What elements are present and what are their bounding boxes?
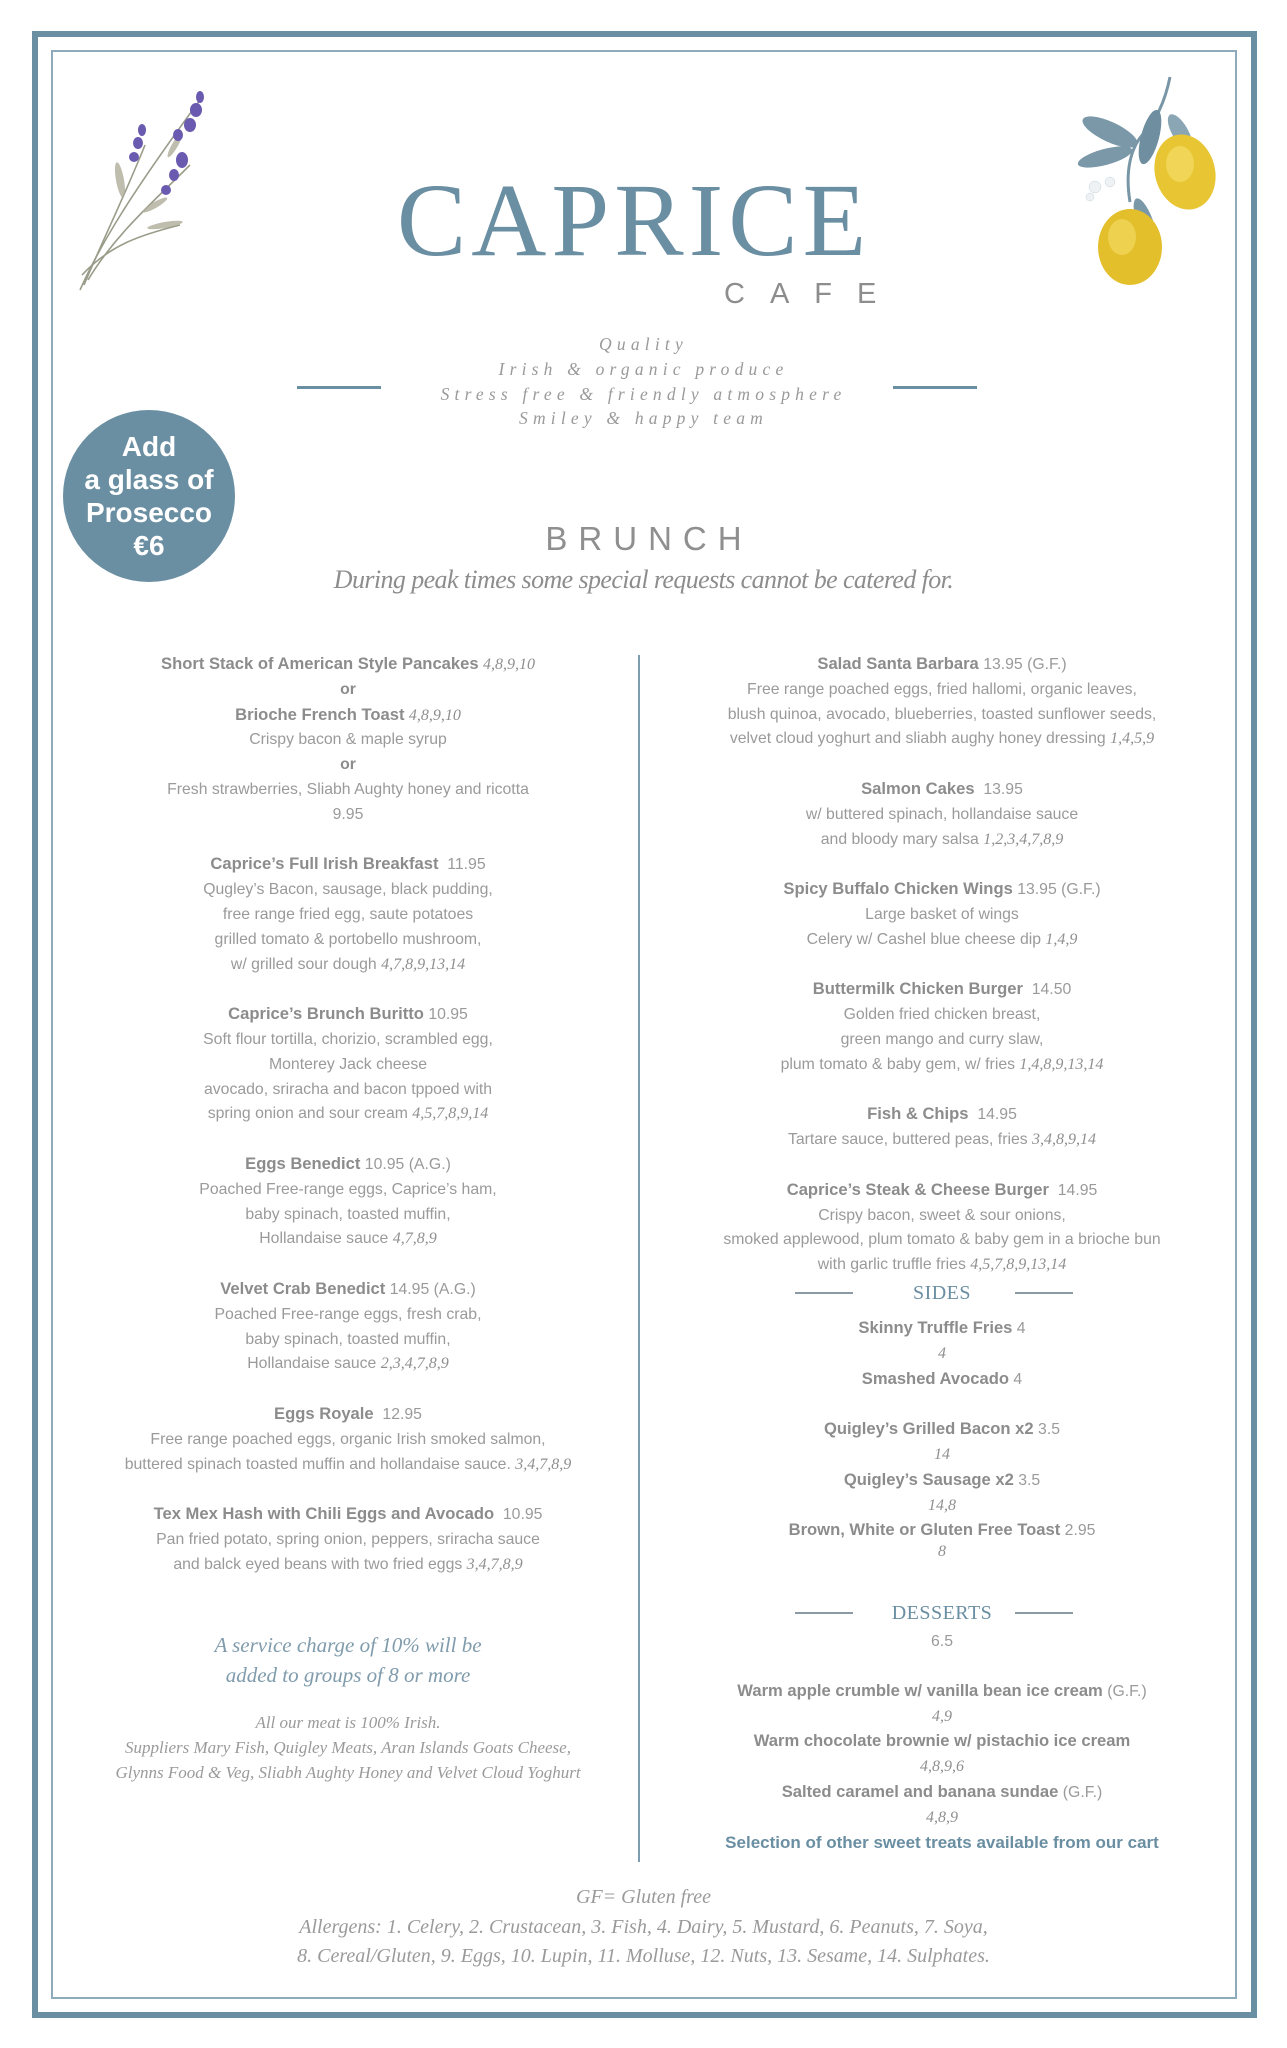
dessert-allergens: 4,8,9 <box>926 1808 958 1826</box>
item-desc: w/ grilled sour dough <box>230 955 377 973</box>
brand-name: CAPRICE <box>396 163 872 278</box>
item-allergens: 3,4,7,8,9 <box>515 1455 572 1473</box>
item-desc: Hollandaise sauce <box>259 1230 389 1248</box>
item-allergens: 3,4,8,9,14 <box>1032 1131 1097 1149</box>
item-desc: and bloody mary salsa <box>820 830 979 848</box>
item-allergens: 4,8,9,10 <box>408 706 461 724</box>
allergen-footer <box>0 1883 1287 1972</box>
item-name: Brioche French Toast <box>235 704 405 724</box>
side-spacer <box>662 1392 1222 1417</box>
item-name: Buttermilk Chicken Burger <box>812 979 1023 999</box>
allergens-line: 8. Cereal/Gluten, 9. Eggs, 10. Lupin, 11. Molluse, 12. Nuts, 13. Sesame, 14. Sulphates. <box>297 1945 990 1967</box>
heading-rule-left <box>795 1612 853 1614</box>
item-name: Caprice’s Brunch Buritto <box>228 1004 424 1024</box>
lemons-illustration-icon <box>1070 72 1220 287</box>
side-name: Smashed Avocado <box>861 1368 1010 1388</box>
item-desc: Golden fried chicken breast, <box>843 1006 1041 1024</box>
desserts-price: 6.5 <box>931 1633 953 1651</box>
item-desc: Poached Free-range eggs, fresh crab, <box>214 1305 482 1323</box>
item-allergens: 1,4,5,9 <box>1110 730 1155 748</box>
item-desc: baby spinach, toasted muffin, <box>245 1205 451 1223</box>
side-name: Brown, White or Gluten Free Toast <box>788 1520 1061 1540</box>
suppliers-line: Suppliers Mary Fish, Quigley Meats, Aran Islands Goats Cheese, <box>125 1738 571 1757</box>
menu-item-pancakes-french-toast <box>70 652 626 828</box>
menu-item-salad-santa-barbara <box>662 652 1222 752</box>
promo-price: €6 <box>133 530 165 561</box>
tagline <box>380 332 907 431</box>
item-price: 13.95 (G.F.) <box>983 656 1067 673</box>
dessert-allergens: 4,8,9,6 <box>920 1758 964 1776</box>
item-desc: Soft flour tortilla, chorizio, scrambled egg, <box>203 1030 493 1048</box>
heading-rule-right <box>1015 1612 1073 1614</box>
item-price: 10.95 (A.G.) <box>364 1155 451 1173</box>
heading-rule-right <box>1015 1292 1073 1294</box>
item-desc: Poached Free-range eggs, Caprice’s ham, <box>199 1180 497 1198</box>
section-title: BRUNCH <box>545 520 753 557</box>
side-name: Quigley’s Grilled Bacon x2 <box>823 1419 1034 1439</box>
brand-subtitle: CAFE <box>724 278 902 310</box>
tagline-decoration-right <box>893 386 977 389</box>
item-desc: smoked applewood, plum tomato & baby gem in a brioche bun <box>723 1231 1161 1249</box>
item-allergens: 4,7,8,9,13,14 <box>381 955 466 973</box>
item-desc: green mango and curry slaw, <box>840 1030 1044 1048</box>
item-desc: w/ buttered spinach, hollandaise sauce <box>805 805 1079 823</box>
item-price: 14.95 <box>977 1106 1017 1124</box>
dessert-tag: (G.F.) <box>1062 1784 1103 1802</box>
tagline-line: Smiley & happy team <box>519 408 768 429</box>
item-desc: plum tomato & baby gem, w/ fries <box>780 1055 1016 1073</box>
allergens-line: Allergens: 1. Celery, 2. Crustacean, 3. Fish, 4. Dairy, 5. Mustard, 6. Peanuts, 7. Soya, <box>299 1915 988 1938</box>
menu-item-fish-and-chips <box>662 1102 1222 1153</box>
sweet-cart-note: Selection of other sweet treats available from our cart <box>725 1832 1159 1852</box>
side-name: Quigley’s Sausage x2 <box>843 1469 1014 1489</box>
item-desc: Monterey Jack cheese <box>268 1055 428 1073</box>
menu-item-eggs-benedict <box>70 1152 626 1252</box>
sides-title: SIDES <box>912 1281 972 1304</box>
item-name: Short Stack of American Style Pancakes <box>161 654 479 673</box>
item-price: 13.95 <box>983 780 1023 798</box>
side-allergens: 14,8 <box>928 1496 956 1514</box>
item-desc: avocado, sriracha and bacon tppoed with <box>203 1080 493 1098</box>
menu-item-steak-cheese-burger <box>662 1178 1222 1278</box>
or-separator: or <box>340 680 356 698</box>
promo-line: Prosecco <box>85 497 213 528</box>
item-name: Eggs Benedict <box>245 1153 361 1173</box>
item-allergens: 4,5,7,8,9,13,14 <box>970 1256 1067 1274</box>
side-price: 3.5 <box>1018 1471 1041 1489</box>
item-allergens: 4,8,9,10 <box>482 656 535 673</box>
item-desc: grilled tomato & portobello mushroom, <box>214 930 482 948</box>
item-allergens: 4,5,7,8,9,14 <box>412 1105 489 1123</box>
item-desc: free range fried egg, saute potatoes <box>222 905 474 923</box>
item-allergens: 1,4,9 <box>1045 930 1078 948</box>
menu-item-eggs-royale <box>70 1402 626 1477</box>
item-allergens: 3,4,7,8,9 <box>466 1555 523 1573</box>
menu-item-tex-mex-hash <box>70 1502 626 1577</box>
right-menu-column <box>662 652 1222 1855</box>
item-desc: Celery w/ Cashel blue cheese dip <box>806 930 1042 948</box>
item-desc: and balck eyed beans with two fried eggs <box>173 1555 463 1573</box>
item-name: Spicy Buffalo Chicken Wings <box>783 879 1013 899</box>
item-desc: Large basket of wings <box>865 905 1019 923</box>
notice-line: added to groups of 8 or more <box>225 1663 471 1687</box>
item-name: Fish & Chips <box>867 1104 969 1124</box>
suppliers-line: All our meat is 100% Irish. <box>255 1713 441 1732</box>
item-desc: baby spinach, toasted muffin, <box>245 1330 451 1348</box>
menu-item-salmon-cakes <box>662 777 1222 852</box>
dessert-allergens: 4,9 <box>932 1707 952 1725</box>
side-price: 3.5 <box>1038 1421 1060 1439</box>
item-desc: Crispy bacon, sweet & sour onions, <box>818 1206 1066 1224</box>
dessert-name: Warm chocolate brownie w/ pistachio ice cream <box>753 1731 1131 1751</box>
menu-item-buttermilk-chicken-burger <box>662 977 1222 1077</box>
item-allergens: 2,3,4,7,8,9 <box>380 1355 449 1373</box>
item-desc: Free range poached eggs, organic Irish smoked salmon, <box>150 1430 546 1448</box>
notice-line: A service charge of 10% will be <box>214 1633 482 1657</box>
item-allergens: 1,4,8,9,13,14 <box>1019 1055 1104 1073</box>
side-price: 2.95 <box>1064 1522 1096 1540</box>
item-name: Velvet Crab Benedict <box>220 1278 386 1298</box>
item-price: 11.95 <box>447 856 486 874</box>
item-desc: Free range poached eggs, fried hallomi, organic leaves, <box>747 680 1137 698</box>
item-desc: Tartare sauce, buttered peas, fries <box>787 1131 1028 1149</box>
item-price: 10.95 <box>428 1006 468 1024</box>
sides-heading <box>662 1278 1222 1308</box>
item-price: 14.95 (A.G.) <box>389 1280 476 1298</box>
menu-item-velvet-crab-benedict <box>70 1277 626 1377</box>
promo-line: a glass of <box>84 464 214 495</box>
item-option: Crispy bacon & maple syrup <box>249 731 447 749</box>
desserts-title: DESSERTS <box>891 1602 993 1625</box>
lavender-illustration-icon <box>70 85 220 295</box>
menu-item-brunch-burrito <box>70 1002 626 1127</box>
item-price: 14.95 <box>1057 1181 1098 1199</box>
item-desc: velvet cloud yoghurt and sliabh aughy honey dressing <box>729 730 1106 748</box>
item-name: Caprice’s Steak & Cheese Burger <box>786 1179 1049 1199</box>
column-divider <box>638 655 640 1862</box>
item-name: Salmon Cakes <box>861 778 975 798</box>
side-price: 4 <box>1016 1319 1026 1337</box>
item-name: Caprice’s Full Irish Breakfast <box>210 854 439 874</box>
desserts-heading <box>662 1598 1222 1628</box>
item-price: 13.95 (G.F.) <box>1017 881 1101 899</box>
item-name: Salad Santa Barbara <box>817 654 979 673</box>
or-separator: or <box>340 756 356 774</box>
item-name: Tex Mex Hash with Chili Eggs and Avocado <box>153 1504 495 1524</box>
heading-rule-left <box>795 1292 853 1294</box>
promo-line: Add <box>121 431 177 462</box>
tagline-decoration-left <box>297 386 381 389</box>
item-price: 14.50 <box>1031 981 1072 999</box>
side-allergens: 14 <box>934 1445 950 1463</box>
side-allergens: 8 <box>938 1543 946 1561</box>
item-desc: blush quinoa, avocado, blueberries, toasted sunflower seeds, <box>727 705 1157 723</box>
left-menu-column <box>70 652 626 1602</box>
tagline-line: Irish & organic produce <box>498 358 789 379</box>
item-allergens: 1,2,3,4,7,8,9 <box>983 830 1064 848</box>
side-allergens: 4 <box>938 1344 946 1362</box>
item-price: 9.95 <box>332 805 364 823</box>
dessert-name: Warm apple crumble w/ vanilla bean ice cream <box>737 1680 1103 1700</box>
gf-note: GF= Gluten free <box>576 1886 711 1908</box>
item-name: Eggs Royale <box>274 1403 374 1423</box>
item-desc: Hollandaise sauce <box>247 1355 377 1373</box>
item-price: 12.95 <box>382 1405 422 1423</box>
dessert-name: Salted caramel and banana sundae <box>781 1782 1059 1802</box>
dessert-tag: (G.F.) <box>1107 1682 1147 1700</box>
menu-item-buffalo-wings <box>662 877 1222 952</box>
item-desc: Qugley’s Bacon, sausage, black pudding, <box>203 881 493 899</box>
item-desc: Pan fried potato, spring onion, peppers, sriracha sauce <box>156 1530 540 1548</box>
item-desc: buttered spinach toasted muffin and hollandaise sauce. <box>124 1455 511 1473</box>
menu-item-full-irish-breakfast <box>70 852 626 977</box>
tagline-line: Stress free & friendly atmosphere <box>440 383 847 404</box>
item-desc: spring onion and sour cream <box>207 1105 408 1123</box>
side-name: Skinny Truffle Fries <box>858 1317 1013 1337</box>
service-charge-notice <box>70 1630 626 1690</box>
suppliers-line: Glynns Food & Veg, Sliabh Aughty Honey and Velvet Cloud Yoghurt <box>115 1763 581 1782</box>
item-price: 10.95 <box>502 1506 543 1524</box>
suppliers-note <box>70 1710 626 1785</box>
side-price: 4 <box>1013 1370 1023 1388</box>
item-allergens: 4,7,8,9 <box>392 1230 437 1248</box>
section-subtitle: During peak times some special requests cannot be catered for. <box>333 565 954 594</box>
item-desc: with garlic truffle fries <box>817 1256 966 1274</box>
tagline-line: Quality <box>599 334 688 354</box>
item-option: Fresh strawberries, Sliabh Aughty honey and ricotta <box>167 780 529 798</box>
sides-list <box>662 1316 1222 1560</box>
